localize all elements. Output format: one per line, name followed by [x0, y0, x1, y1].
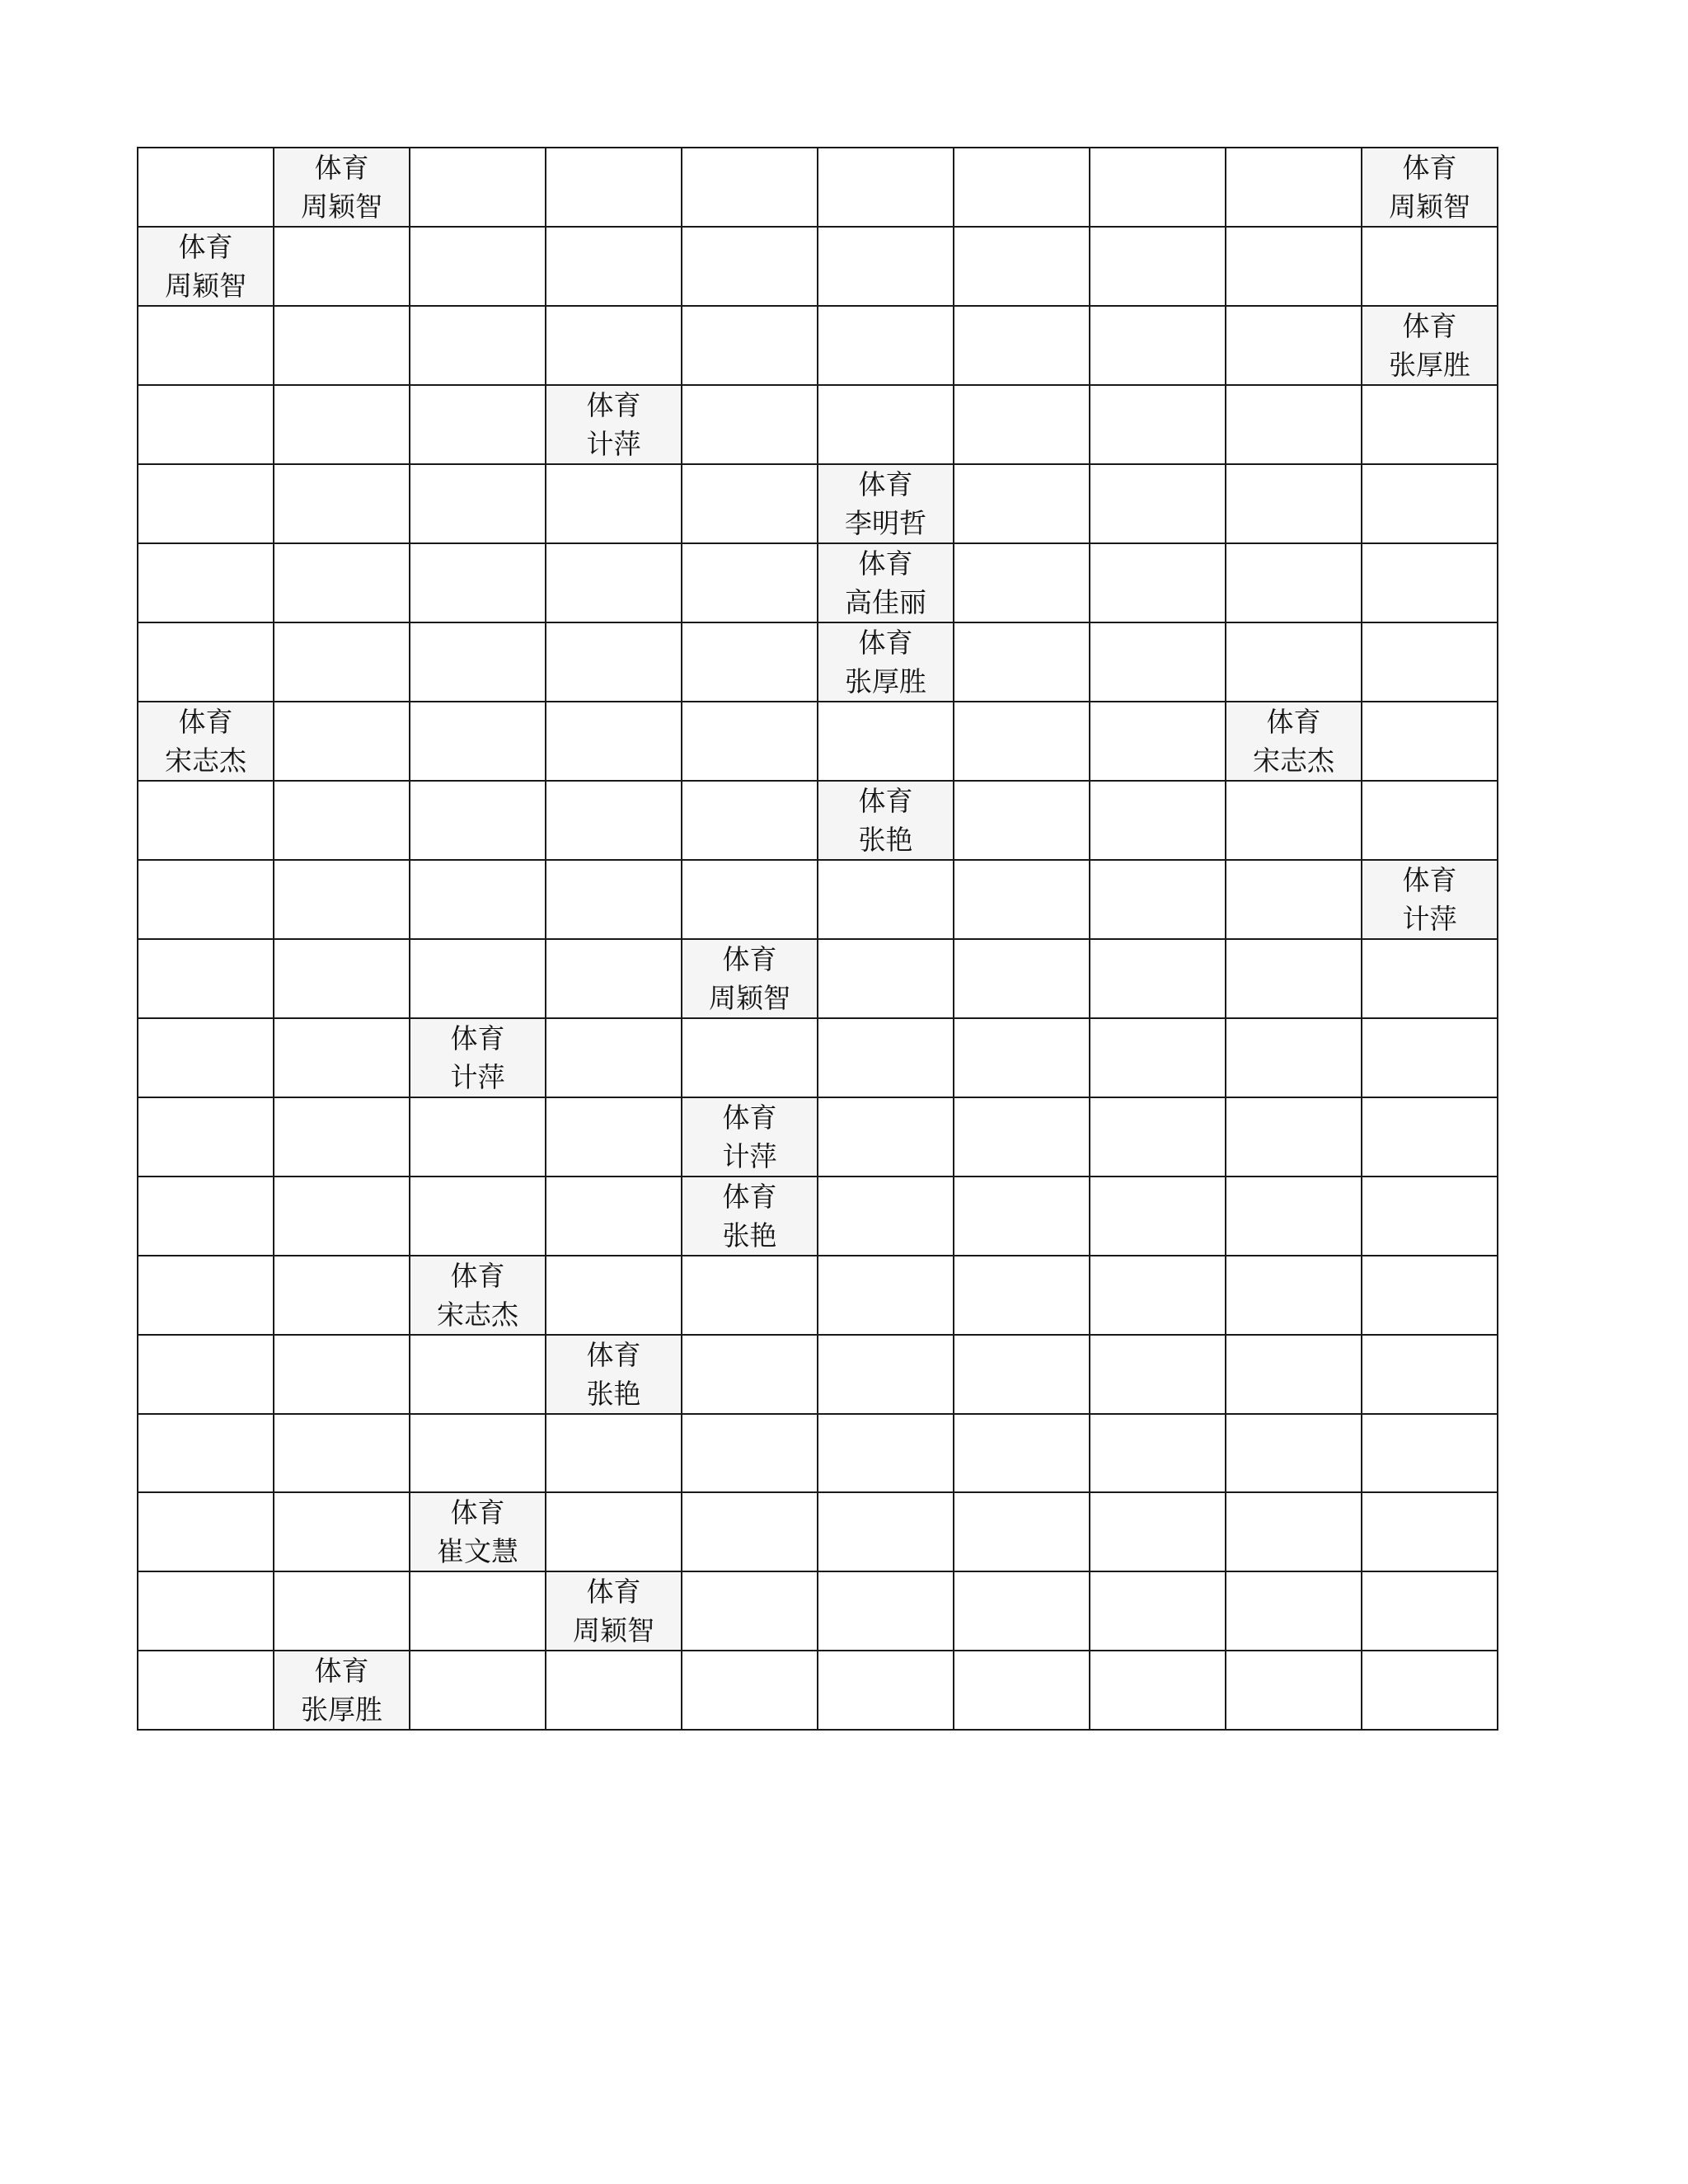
table-cell: [546, 781, 682, 860]
table-cell: [1226, 464, 1362, 543]
table-cell: [1362, 781, 1498, 860]
table-cell: [410, 1571, 546, 1651]
table-cell: [274, 1414, 410, 1492]
table-cell: [410, 227, 546, 306]
table-cell: [274, 939, 410, 1018]
table-cell: [1226, 622, 1362, 702]
table-cell: [954, 1492, 1090, 1571]
table-cell: [410, 1335, 546, 1414]
table-cell: [1362, 939, 1498, 1018]
table-cell: [1362, 464, 1498, 543]
cell-teacher: 崔文慧: [437, 1535, 518, 1567]
table-cell: [138, 1414, 274, 1492]
table-cell: [1362, 1097, 1498, 1177]
cell-teacher: 周颖智: [709, 982, 790, 1014]
cell-subject: 体育: [858, 627, 913, 659]
table-cell: [546, 1018, 682, 1097]
table-cell: [410, 622, 546, 702]
table-cell: [546, 1335, 682, 1414]
table-row: [138, 1335, 1498, 1414]
table-cell: [274, 622, 410, 702]
table-cell: [410, 1414, 546, 1492]
table-cell: [954, 1651, 1090, 1730]
table-cell: [546, 385, 682, 464]
table-row: [138, 1651, 1498, 1730]
table-row: [138, 306, 1498, 385]
schedule-body: [138, 148, 1498, 1730]
table-cell: [954, 1414, 1090, 1492]
table-cell: [546, 1492, 682, 1571]
table-cell: [138, 622, 274, 702]
table-cell: [1226, 385, 1362, 464]
table-cell: [1362, 306, 1498, 385]
table-cell: [410, 1651, 546, 1730]
table-cell: [682, 1651, 818, 1730]
table-cell: [546, 148, 682, 227]
cell-teacher: 张艳: [722, 1219, 777, 1252]
table-cell: [682, 1177, 818, 1256]
table-cell: [546, 1177, 682, 1256]
table-cell: [1226, 148, 1362, 227]
cell-subject: 体育: [178, 706, 233, 738]
table-cell: [138, 1177, 274, 1256]
table-cell: [954, 622, 1090, 702]
table-cell: [138, 1492, 274, 1571]
table-cell: [954, 702, 1090, 781]
table-row: [138, 543, 1498, 622]
cell-teacher: 张艳: [858, 824, 913, 856]
table-cell: [546, 1571, 682, 1651]
table-row: [138, 781, 1498, 860]
table-cell: [818, 148, 954, 227]
table-row: [138, 1492, 1498, 1571]
table-cell: [546, 1414, 682, 1492]
table-cell: [1090, 1571, 1226, 1651]
table-cell: [954, 1177, 1090, 1256]
table-cell: [274, 1335, 410, 1414]
cell-subject: 体育: [586, 1339, 641, 1371]
table-cell: [1090, 1492, 1226, 1571]
table-cell: [274, 702, 410, 781]
table-cell: [138, 1651, 274, 1730]
table-cell: [1226, 1651, 1362, 1730]
table-row: [138, 1571, 1498, 1651]
cell-teacher: 计萍: [722, 1140, 777, 1172]
table-cell: [138, 1256, 274, 1335]
cell-teacher: 计萍: [586, 428, 641, 460]
table-cell: [138, 464, 274, 543]
cell-teacher: 计萍: [1402, 903, 1457, 935]
table-cell: [1226, 543, 1362, 622]
table-cell: [682, 1414, 818, 1492]
table-cell: [546, 1651, 682, 1730]
cell-subject: 体育: [314, 152, 369, 184]
table-cell: [1362, 1651, 1498, 1730]
table-cell: [1090, 622, 1226, 702]
table-cell: [818, 464, 954, 543]
table-cell: [546, 543, 682, 622]
table-row: [138, 1177, 1498, 1256]
table-cell: [1090, 939, 1226, 1018]
cell-teacher: 张厚胜: [301, 1693, 382, 1726]
table-cell: [274, 1256, 410, 1335]
cell-teacher: 周颖智: [165, 270, 246, 302]
table-row: [138, 939, 1498, 1018]
table-cell: [682, 1256, 818, 1335]
table-cell: [1362, 1414, 1498, 1492]
table-cell: [954, 1571, 1090, 1651]
table-cell: [274, 781, 410, 860]
table-cell: [410, 1177, 546, 1256]
table-cell: [546, 464, 682, 543]
table-cell: [410, 939, 546, 1018]
table-cell: [818, 1256, 954, 1335]
table-cell: [1226, 939, 1362, 1018]
table-cell: [1362, 622, 1498, 702]
table-cell: [410, 1018, 546, 1097]
table-cell: [1362, 860, 1498, 939]
table-cell: [1226, 1335, 1362, 1414]
table-cell: [410, 860, 546, 939]
table-cell: [1226, 1177, 1362, 1256]
table-cell: [1226, 306, 1362, 385]
table-cell: [1226, 227, 1362, 306]
table-cell: [410, 1097, 546, 1177]
table-cell: [818, 1177, 954, 1256]
table-cell: [954, 543, 1090, 622]
table-cell: [818, 1414, 954, 1492]
cell-subject: 体育: [722, 943, 777, 975]
cell-subject: 体育: [1266, 706, 1321, 738]
table-cell: [682, 1097, 818, 1177]
table-cell: [1226, 1256, 1362, 1335]
cell-teacher: 宋志杰: [165, 744, 246, 777]
table-cell: [546, 860, 682, 939]
table-cell: [1090, 1097, 1226, 1177]
table-cell: [546, 622, 682, 702]
cell-subject: 体育: [858, 468, 913, 500]
table-cell: [818, 860, 954, 939]
table-cell: [1090, 306, 1226, 385]
table-cell: [1226, 1097, 1362, 1177]
table-cell: [954, 781, 1090, 860]
table-cell: [138, 227, 274, 306]
table-row: [138, 622, 1498, 702]
table-cell: [1090, 702, 1226, 781]
table-cell: [138, 306, 274, 385]
table-cell: [274, 860, 410, 939]
table-cell: [274, 1097, 410, 1177]
table-cell: [274, 227, 410, 306]
cell-subject: 体育: [722, 1101, 777, 1134]
cell-teacher: 计萍: [450, 1061, 505, 1093]
table-cell: [954, 1256, 1090, 1335]
table-cell: [1362, 1492, 1498, 1571]
table-cell: [682, 306, 818, 385]
table-cell: [138, 1018, 274, 1097]
table-cell: [682, 939, 818, 1018]
table-cell: [1362, 1018, 1498, 1097]
cell-subject: 体育: [450, 1022, 505, 1054]
table-cell: [682, 148, 818, 227]
table-cell: [1362, 1571, 1498, 1651]
table-row: [138, 1097, 1498, 1177]
table-cell: [1090, 148, 1226, 227]
table-cell: [274, 385, 410, 464]
table-cell: [410, 1492, 546, 1571]
table-cell: [1090, 1335, 1226, 1414]
table-cell: [138, 1335, 274, 1414]
table-cell: [410, 543, 546, 622]
cell-teacher: 张厚胜: [1389, 349, 1470, 381]
table-cell: [1090, 1414, 1226, 1492]
table-cell: [138, 543, 274, 622]
table-row: [138, 1018, 1498, 1097]
table-row: [138, 860, 1498, 939]
table-cell: [954, 1097, 1090, 1177]
cell-subject: 体育: [450, 1496, 505, 1529]
table-row: [138, 1256, 1498, 1335]
table-cell: [274, 543, 410, 622]
table-cell: [1362, 702, 1498, 781]
table-row: [138, 227, 1498, 306]
table-cell: [818, 1335, 954, 1414]
table-row: [138, 148, 1498, 227]
table-cell: [410, 306, 546, 385]
table-cell: [1090, 1651, 1226, 1730]
table-cell: [1362, 1177, 1498, 1256]
table-cell: [1090, 781, 1226, 860]
table-cell: [682, 1018, 818, 1097]
table-row: [138, 702, 1498, 781]
table-cell: [1226, 860, 1362, 939]
table-cell: [138, 385, 274, 464]
cell-subject: 体育: [1402, 310, 1457, 342]
table-cell: [954, 227, 1090, 306]
table-cell: [954, 860, 1090, 939]
table-cell: [1090, 1177, 1226, 1256]
table-row: [138, 464, 1498, 543]
table-cell: [1090, 1256, 1226, 1335]
cell-subject: 体育: [858, 547, 913, 580]
table-cell: [682, 1335, 818, 1414]
table-cell: [1090, 860, 1226, 939]
table-cell: [954, 939, 1090, 1018]
table-cell: [274, 1651, 410, 1730]
table-cell: [954, 148, 1090, 227]
table-cell: [274, 1571, 410, 1651]
table-cell: [818, 702, 954, 781]
table-row: [138, 1414, 1498, 1492]
table-cell: [1226, 1414, 1362, 1492]
cell-subject: 体育: [314, 1655, 369, 1687]
table-cell: [1362, 543, 1498, 622]
table-cell: [818, 939, 954, 1018]
table-cell: [1226, 1018, 1362, 1097]
table-cell: [954, 1018, 1090, 1097]
table-cell: [954, 1335, 1090, 1414]
table-cell: [546, 939, 682, 1018]
table-cell: [138, 1571, 274, 1651]
table-cell: [1090, 464, 1226, 543]
table-cell: [682, 464, 818, 543]
cell-subject: 体育: [586, 389, 641, 421]
cell-teacher: 张厚胜: [845, 665, 926, 697]
table-cell: [818, 543, 954, 622]
table-cell: [138, 781, 274, 860]
table-cell: [274, 1177, 410, 1256]
cell-teacher: 张艳: [586, 1378, 641, 1410]
table-cell: [1090, 1018, 1226, 1097]
table-cell: [546, 702, 682, 781]
table-cell: [1226, 702, 1362, 781]
table-cell: [818, 781, 954, 860]
table-cell: [546, 227, 682, 306]
table-cell: [818, 1492, 954, 1571]
table-cell: [818, 622, 954, 702]
table-cell: [138, 939, 274, 1018]
table-cell: [818, 385, 954, 464]
cell-teacher: 宋志杰: [437, 1299, 518, 1331]
cell-teacher: 高佳丽: [845, 586, 926, 618]
table-cell: [410, 702, 546, 781]
table-cell: [1362, 1256, 1498, 1335]
table-cell: [546, 1256, 682, 1335]
table-cell: [682, 622, 818, 702]
cell-subject: 体育: [586, 1576, 641, 1608]
cell-teacher: 周颖智: [1389, 190, 1470, 223]
table-cell: [682, 385, 818, 464]
table-cell: [682, 543, 818, 622]
table-cell: [410, 148, 546, 227]
table-cell: [682, 860, 818, 939]
table-cell: [1362, 148, 1498, 227]
table-cell: [682, 702, 818, 781]
table-cell: [410, 464, 546, 543]
table-cell: [818, 1097, 954, 1177]
table-cell: [1226, 1571, 1362, 1651]
table-cell: [818, 227, 954, 306]
table-cell: [682, 781, 818, 860]
table-cell: [410, 385, 546, 464]
table-cell: [546, 1097, 682, 1177]
table-cell: [274, 464, 410, 543]
table-cell: [138, 860, 274, 939]
table-cell: [954, 385, 1090, 464]
table-cell: [546, 306, 682, 385]
cell-subject: 体育: [178, 231, 233, 263]
table-cell: [818, 1018, 954, 1097]
cell-teacher: 周颖智: [573, 1614, 654, 1646]
table-cell: [138, 148, 274, 227]
cell-teacher: 周颖智: [301, 190, 382, 223]
cell-subject: 体育: [1402, 152, 1457, 184]
table-cell: [1362, 1335, 1498, 1414]
table-cell: [1226, 1492, 1362, 1571]
cell-subject: 体育: [858, 785, 913, 817]
table-cell: [682, 1571, 818, 1651]
table-cell: [138, 1097, 274, 1177]
table-cell: [274, 1018, 410, 1097]
table-cell: [954, 306, 1090, 385]
table-cell: [954, 464, 1090, 543]
table-cell: [818, 1571, 954, 1651]
cell-subject: 体育: [450, 1260, 505, 1292]
cell-subject: 体育: [1402, 864, 1457, 896]
table-row: [138, 385, 1498, 464]
table-cell: [1362, 227, 1498, 306]
table-cell: [274, 1492, 410, 1571]
table-cell: [410, 781, 546, 860]
table-cell: [1090, 227, 1226, 306]
cell-teacher: 宋志杰: [1253, 744, 1334, 777]
table-cell: [274, 148, 410, 227]
table-cell: [682, 1492, 818, 1571]
table-cell: [1226, 781, 1362, 860]
table-cell: [1090, 543, 1226, 622]
schedule-table: [137, 147, 1498, 1731]
table-cell: [138, 702, 274, 781]
table-cell: [818, 1651, 954, 1730]
table-cell: [274, 306, 410, 385]
table-cell: [682, 227, 818, 306]
cell-subject: 体育: [722, 1181, 777, 1213]
table-cell: [1362, 385, 1498, 464]
table-cell: [818, 306, 954, 385]
cell-teacher: 李明哲: [845, 507, 926, 539]
table-cell: [410, 1256, 546, 1335]
table-cell: [1090, 385, 1226, 464]
